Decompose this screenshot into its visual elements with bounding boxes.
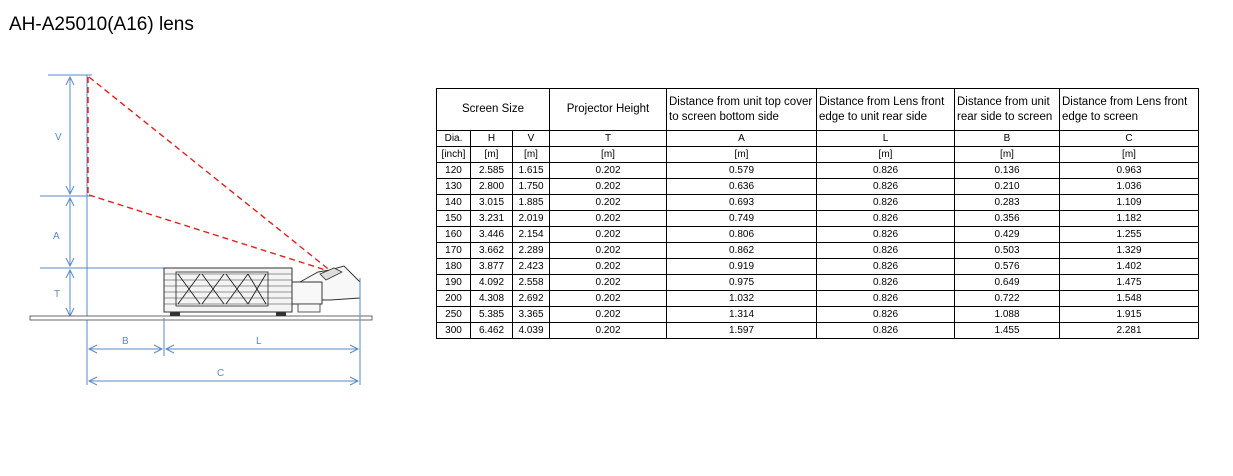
table-cell: 0.826 — [817, 291, 955, 307]
code-cell: V — [513, 131, 550, 147]
table-cell: 0.749 — [667, 211, 817, 227]
table-cell: 1.475 — [1060, 275, 1199, 291]
table-cell: 250 — [437, 307, 471, 323]
table-cell: 190 — [437, 275, 471, 291]
code-row — [437, 131, 1199, 147]
table-cell: 0.826 — [817, 179, 955, 195]
table-cell: 0.576 — [955, 259, 1060, 275]
table-cell: 0.862 — [667, 243, 817, 259]
table-cell: 0.826 — [817, 227, 955, 243]
throw-distance-table — [436, 88, 1199, 339]
table-cell: 1.329 — [1060, 243, 1199, 259]
table-cell: 1.182 — [1060, 211, 1199, 227]
floor — [30, 316, 372, 320]
header-a: Distance from unit top cover to screen bottom side — [667, 89, 817, 131]
table-cell: 1.314 — [667, 307, 817, 323]
table-cell: 0.722 — [955, 291, 1060, 307]
table-cell: 0.826 — [817, 307, 955, 323]
table-cell: 120 — [437, 163, 471, 179]
table-cell: 0.963 — [1060, 163, 1199, 179]
c-label: C — [217, 368, 225, 379]
table-cell: 2.423 — [513, 259, 550, 275]
header-l: Distance from Lens front edge to unit rear side — [817, 89, 955, 131]
table-cell: 1.597 — [667, 323, 817, 339]
table-cell: 0.202 — [550, 211, 667, 227]
table-row — [437, 259, 1199, 275]
beam-bottom — [89, 195, 332, 272]
table-cell: 130 — [437, 179, 471, 195]
a-label: A — [53, 231, 60, 242]
table-cell: 0.826 — [817, 211, 955, 227]
code-cell: A — [667, 131, 817, 147]
table-cell: 150 — [437, 211, 471, 227]
table-cell: 2.019 — [513, 211, 550, 227]
table-cell: 0.826 — [817, 275, 955, 291]
table-cell: 160 — [437, 227, 471, 243]
table-cell: 0.202 — [550, 243, 667, 259]
table-cell: 1.088 — [955, 307, 1060, 323]
unit-cell: [m] — [1060, 147, 1199, 163]
table-row — [437, 211, 1199, 227]
table-cell: 5.385 — [471, 307, 513, 323]
table-cell: 0.202 — [550, 179, 667, 195]
unit-cell: [inch] — [437, 147, 471, 163]
table-cell: 0.210 — [955, 179, 1060, 195]
table-row — [437, 227, 1199, 243]
table-row — [437, 307, 1199, 323]
table-cell: 4.308 — [471, 291, 513, 307]
beam-top — [89, 77, 332, 272]
table-cell: 1.548 — [1060, 291, 1199, 307]
table-cell: 6.462 — [471, 323, 513, 339]
projector-icon — [164, 266, 360, 316]
code-cell: L — [817, 131, 955, 147]
table-cell: 3.015 — [471, 195, 513, 211]
table-cell: 2.289 — [513, 243, 550, 259]
table-cell: 1.036 — [1060, 179, 1199, 195]
table-cell: 0.136 — [955, 163, 1060, 179]
table-cell: 200 — [437, 291, 471, 307]
table-cell: 1.455 — [955, 323, 1060, 339]
table-cell: 1.885 — [513, 195, 550, 211]
table-cell: 2.585 — [471, 163, 513, 179]
table-cell: 170 — [437, 243, 471, 259]
table-cell: 0.649 — [955, 275, 1060, 291]
table-cell: 3.877 — [471, 259, 513, 275]
table-row — [437, 323, 1199, 339]
table-cell: 2.281 — [1060, 323, 1199, 339]
unit-cell: [m] — [667, 147, 817, 163]
table-cell: 0.826 — [817, 259, 955, 275]
table-cell: 3.446 — [471, 227, 513, 243]
table-cell: 0.919 — [667, 259, 817, 275]
t-label: T — [54, 289, 61, 300]
table-cell: 3.231 — [471, 211, 513, 227]
table-cell: 1.402 — [1060, 259, 1199, 275]
header-screen-size: Screen Size — [437, 89, 550, 131]
code-cell: Dia. — [437, 131, 471, 147]
table-cell: 3.365 — [513, 307, 550, 323]
unit-cell: [m] — [817, 147, 955, 163]
table-cell: 1.109 — [1060, 195, 1199, 211]
table-cell: 0.202 — [550, 163, 667, 179]
header-row — [437, 89, 1199, 131]
table-cell: 180 — [437, 259, 471, 275]
table-cell: 0.826 — [817, 243, 955, 259]
table-cell: 0.975 — [667, 275, 817, 291]
code-cell: B — [955, 131, 1060, 147]
page-title: AH-A25010(A16) lens — [9, 14, 194, 35]
table-cell: 3.662 — [471, 243, 513, 259]
unit-cell: [m] — [550, 147, 667, 163]
table-cell: 1.615 — [513, 163, 550, 179]
header-b: Distance from unit rear side to screen — [955, 89, 1060, 131]
table-cell: 0.202 — [550, 323, 667, 339]
table-row — [437, 275, 1199, 291]
table-cell: 0.202 — [550, 227, 667, 243]
table-cell: 4.039 — [513, 323, 550, 339]
table-cell: 0.636 — [667, 179, 817, 195]
table-row — [437, 195, 1199, 211]
table-row — [437, 243, 1199, 259]
l-label: L — [256, 336, 262, 347]
table-cell: 0.202 — [550, 307, 667, 323]
table-cell: 0.429 — [955, 227, 1060, 243]
table-cell: 1.750 — [513, 179, 550, 195]
table-cell: 1.032 — [667, 291, 817, 307]
header-projector-height: Projector Height — [550, 89, 667, 131]
code-cell: C — [1060, 131, 1199, 147]
table-cell: 0.826 — [817, 195, 955, 211]
table-cell: 2.558 — [513, 275, 550, 291]
table-cell: 2.692 — [513, 291, 550, 307]
table-cell: 0.826 — [817, 323, 955, 339]
v-label: V — [55, 132, 62, 143]
table-cell: 1.255 — [1060, 227, 1199, 243]
table-cell: 0.579 — [667, 163, 817, 179]
table-row — [437, 163, 1199, 179]
unit-cell: [m] — [471, 147, 513, 163]
code-cell: H — [471, 131, 513, 147]
table-cell: 2.800 — [471, 179, 513, 195]
table-cell: 0.503 — [955, 243, 1060, 259]
header-c: Distance from Lens front edge to screen — [1060, 89, 1199, 131]
table-row — [437, 291, 1199, 307]
table-cell: 0.202 — [550, 291, 667, 307]
unit-cell: [m] — [513, 147, 550, 163]
b-label: B — [122, 336, 129, 347]
table-cell: 0.202 — [550, 275, 667, 291]
table-cell: 0.283 — [955, 195, 1060, 211]
table-cell: 4.092 — [471, 275, 513, 291]
table-cell: 2.154 — [513, 227, 550, 243]
table-cell: 0.806 — [667, 227, 817, 243]
unit-cell: [m] — [955, 147, 1060, 163]
table-cell: 0.202 — [550, 195, 667, 211]
unit-row — [437, 147, 1199, 163]
table-cell: 0.693 — [667, 195, 817, 211]
installation-diagram — [0, 0, 400, 400]
code-cell: T — [550, 131, 667, 147]
table-cell: 0.356 — [955, 211, 1060, 227]
table-cell: 0.202 — [550, 259, 667, 275]
table-cell: 140 — [437, 195, 471, 211]
table-cell: 0.826 — [817, 163, 955, 179]
table-row — [437, 179, 1199, 195]
table-cell: 1.915 — [1060, 307, 1199, 323]
table-cell: 300 — [437, 323, 471, 339]
